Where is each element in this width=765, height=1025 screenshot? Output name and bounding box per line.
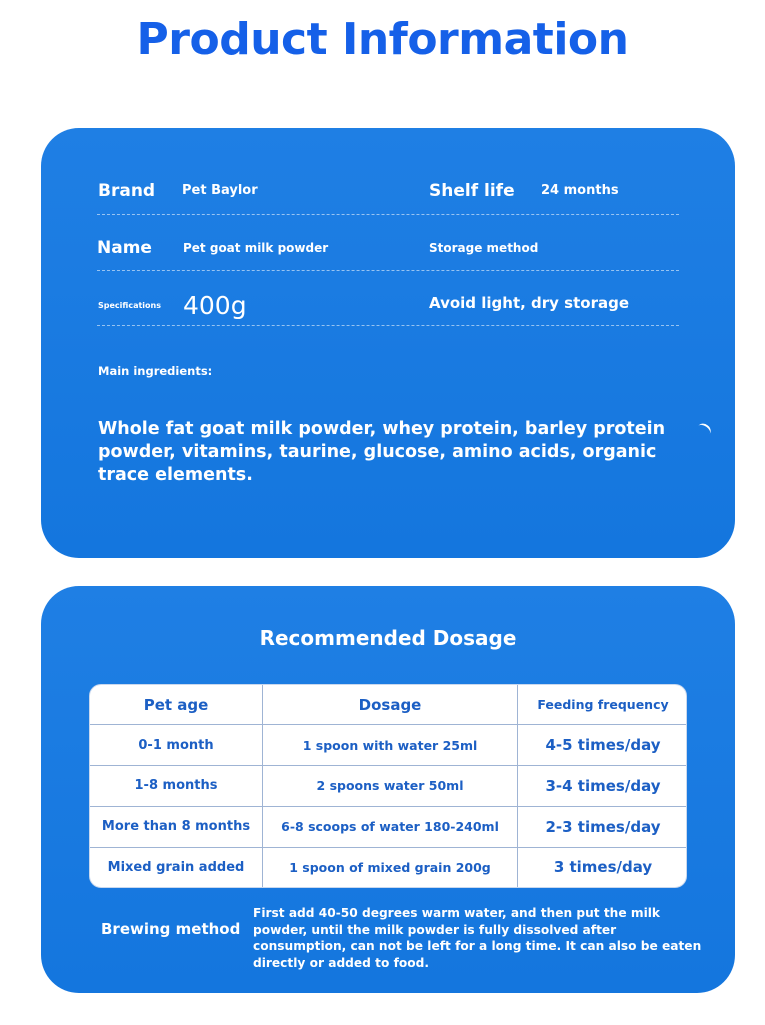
cell-frequency: 2-3 times/day — [518, 806, 688, 847]
dosage-card — [41, 586, 735, 993]
dosage-table — [89, 684, 687, 888]
brewing-method-label: Brewing method — [101, 920, 241, 938]
specifications-label: Specifications — [98, 301, 161, 310]
cell-pet-age: More than 8 months — [90, 806, 263, 847]
header-feeding-frequency: Feeding frequency — [518, 685, 688, 725]
product-info-card — [41, 128, 735, 558]
cell-frequency: 4-5 times/day — [518, 725, 688, 766]
brewing-method-text: First add 40-50 degrees warm water, and then put the milk powder, until the milk powder is fully dissolved after consumption, can not be left for a long time. It can also be eaten directly or added to food. — [253, 906, 702, 970]
header-dosage: Dosage — [263, 685, 518, 725]
ingredients-label: Main ingredients: — [98, 364, 213, 378]
cell-frequency: 3-4 times/day — [518, 766, 688, 807]
table-row — [90, 847, 687, 887]
table-row — [90, 766, 687, 807]
storage-label: Storage method — [429, 241, 539, 255]
cell-dosage: 2 spoons water 50ml — [263, 766, 518, 807]
divider — [97, 270, 679, 271]
cell-frequency: 3 times/day — [518, 847, 688, 887]
header-pet-age: Pet age — [90, 685, 263, 725]
brand-label: Brand — [98, 181, 156, 201]
page-title: Product Information — [136, 14, 629, 65]
cell-dosage: 1 spoon with water 25ml — [263, 725, 518, 766]
ingredients-text: Whole fat goat milk powder, whey protein, barley protein powder, vitamins, taurine, glucose, amino acids, organic trace elements. — [98, 419, 666, 485]
cell-dosage: 1 spoon of mixed grain 200g — [263, 847, 518, 887]
table-header-row — [90, 685, 687, 725]
shelf-life-value: 24 months — [541, 183, 619, 198]
cell-pet-age: Mixed grain added — [90, 847, 263, 887]
brand-value: Pet Baylor — [182, 183, 258, 198]
divider — [97, 325, 679, 326]
cell-pet-age: 1-8 months — [90, 766, 263, 807]
name-value: Pet goat milk powder — [183, 241, 329, 255]
name-label: Name — [97, 238, 152, 258]
dosage-title: Recommended Dosage — [259, 626, 517, 650]
divider — [97, 214, 679, 215]
cell-dosage: 6-8 scoops of water 180-240ml — [263, 806, 518, 847]
table-row — [90, 806, 687, 847]
storage-value: Avoid light, dry storage — [429, 294, 630, 312]
shelf-life-label: Shelf life — [429, 181, 515, 201]
table-row — [90, 725, 687, 766]
specifications-value: 400g — [183, 291, 247, 320]
cell-pet-age: 0-1 month — [90, 725, 263, 766]
